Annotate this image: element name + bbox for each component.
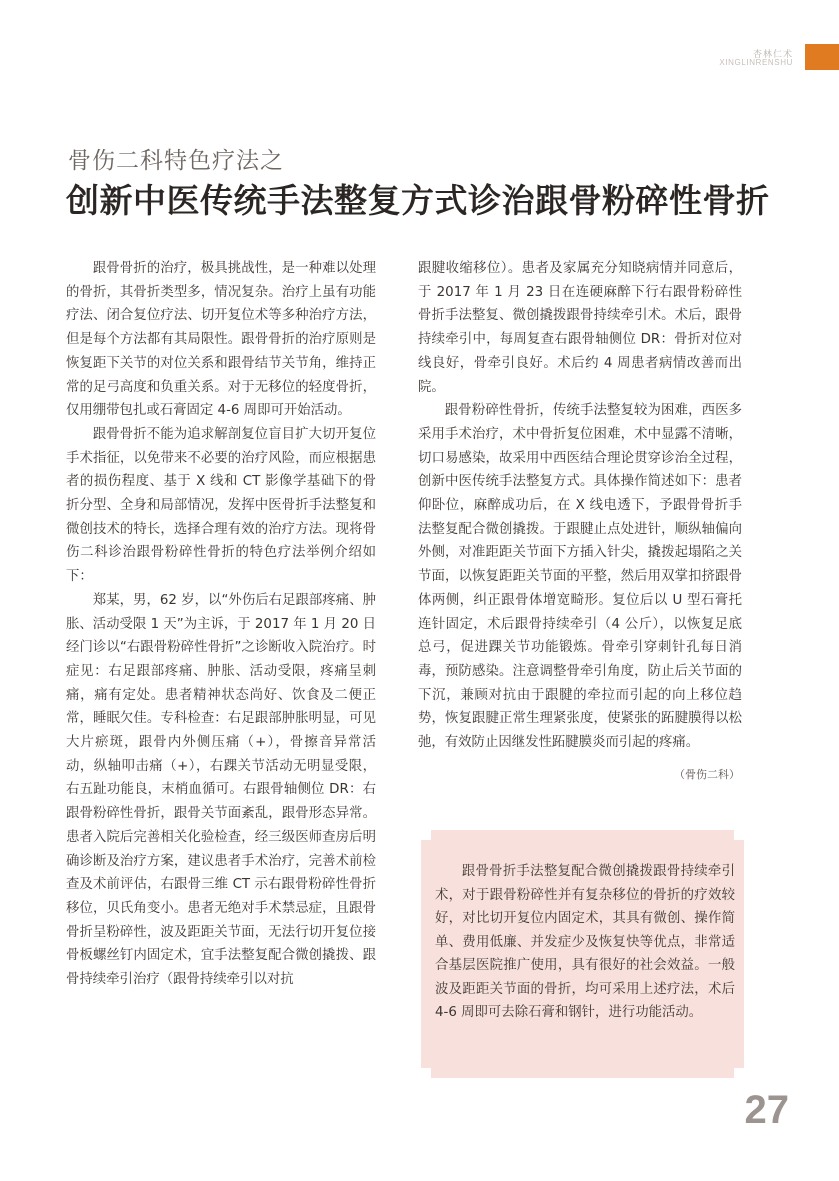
paragraph: 跟骨骨折的治疗，极具挑战性，是一种难以处理的骨折，其骨折类型多，情况复杂。治疗上虽有功能疗法、闭合复位疗法、切开复位术等多种治疗方法，但是每个方法都有其局限性。跟骨骨折的治疗原则是恢复距下关节的对位关系和跟骨结节关节角，维持正常的足弓高度和负重关系。对于无移位的轻度骨折，仅用绷带包扎或石膏固定 4-6 周即可开始活动。 bbox=[66, 261, 376, 419]
box-corner-notch bbox=[421, 830, 431, 840]
section-label-en: XINGLINRENSHU bbox=[719, 58, 793, 67]
right-column bbox=[418, 257, 742, 786]
paragraph: 跟骨骨折不能为追求解剖复位盲目扩大切开复位手术指征，以免带来不必要的治疗风险，而应根据患者的损伤程度、基于 X 线和 CT 影像学基础下的骨折分型、全身和局部情况，发挥中医骨折手法整复和微创技术的特长，选择合理有效的治疗方法。现将骨伤二科诊治跟骨粉碎性骨折的特色疗法举例介绍如下： bbox=[66, 426, 376, 585]
article-title: 创新中医传统手法整复方式诊治跟骨粉碎性骨折 bbox=[66, 181, 770, 220]
page-number: 27 bbox=[744, 1088, 789, 1132]
box-corner-notch bbox=[421, 1068, 431, 1078]
summary-box bbox=[421, 830, 744, 1078]
box-corner-notch bbox=[734, 1068, 744, 1078]
author-signature: （骨伤二科） bbox=[674, 767, 740, 781]
section-label-cn: 杏林仁术 bbox=[752, 50, 793, 60]
article-subtitle: 骨伤二科特色疗法之 bbox=[68, 148, 284, 174]
section-color-block bbox=[805, 44, 839, 70]
paragraph: 郑某，男，62 岁，以“外伤后右足跟部疼痛、肿胀、活动受限 1 天”为主诉，于 2017 年 1 月 20 日经门诊以“右跟骨粉碎性骨折”之诊断收入院治疗。时症见：右足跟部疼痛、肿胀、活动受限，疼痛呈刺痛，痛有定处。患者精神状态尚好、饮食及二便正常，睡眠欠佳。专科检查：右足跟部肿胀明显，可见大片瘀斑，跟骨内外侧压痛（+），骨擦音异常活动，纵轴叩击痛（+），右踝关节活动无明显受限，右五趾功能良，末梢血循可。右跟骨轴侧位 DR：右跟骨粉碎性骨折，跟骨关节面紊乱，跟骨形态异常。患者入院后完善相关化验检查，经三级医师查房后明确诊断及治疗方案，建议患者手术治疗，完善术前检查及术前评估，右跟骨三维 CT 示右跟骨粉碎性骨折移位，贝氏角变小。患者无绝对手术禁忌症，且跟骨骨折呈粉碎性，波及距距关节面，无法行切开复位接骨板螺丝钉内固定术，宜手法整复配合微创撬拨、跟骨持续牵引治疗（跟骨持续牵引以对抗 bbox=[66, 592, 377, 988]
summary-text: 跟骨骨折手法整复配合微创撬拨跟骨持续牵引术，对于跟骨粉碎性并有复杂移位的骨折的疗效较好，对比切开复位内固定术，其具有微创、操作简单、费用低廉、并发症少及恢复快等优点，非常适合基层医院推广使用，具有很好的社会效益。一般波及距距关节面的骨折，均可采用上述疗法，术后 4-6 周即可去除石膏和钢针，进行功能活动。 bbox=[435, 864, 735, 1020]
left-column bbox=[66, 257, 376, 992]
box-corner-notch bbox=[734, 830, 744, 840]
paragraph-continuation: 跟腱收缩移位）。患者及家属充分知晓病情并同意后，于 2017 年 1 月 23 日在连硬麻醉下行右跟骨粉碎性骨折手法整复、微创撬拨跟骨持续牵引术。术后，跟骨持续牵引中，每周复查右跟骨轴侧位 DR：骨折对位对线良好，骨牵引良好。术后约 4 周患者病情改善而出院。 bbox=[418, 261, 742, 395]
paragraph: 跟骨粉碎性骨折，传统手法整复较为困难，西医多采用手术治疗，术中骨折复位困难，术中显露不清晰，切口易感染，故采用中西医结合理论贯穿诊治全过程，创新中医传统手法整复方式。具体操作简述如下：患者仰卧位，麻醉成功后，在 X 线电透下，予跟骨骨折手法整复配合微创撬拨。于跟腱止点处进针，顺纵轴偏向外侧，对准距距关节面下方插入针尖，撬拨起塌陷之关节面，以恢复距距关节面的平整，然后用双掌扣挤跟骨体两侧，纠正跟骨体增宽畸形。复位后以 U 型石膏托连针固定，术后跟骨持续牵引（4 公斤），以恢复足底总弓，促进踝关节功能锻炼。骨牵引穿刺针孔每日消毒，预防感染。注意调整骨牵引角度，防止后关节面的下沉，兼顾对抗由于跟腱的牵拉而引起的向上移位趋势，恢复跟腱正常生理紧张度，使紧张的跖腱膜得以松弛，有效防止因继发性跖腱膜炎而引起的疼痛。 bbox=[418, 403, 742, 751]
